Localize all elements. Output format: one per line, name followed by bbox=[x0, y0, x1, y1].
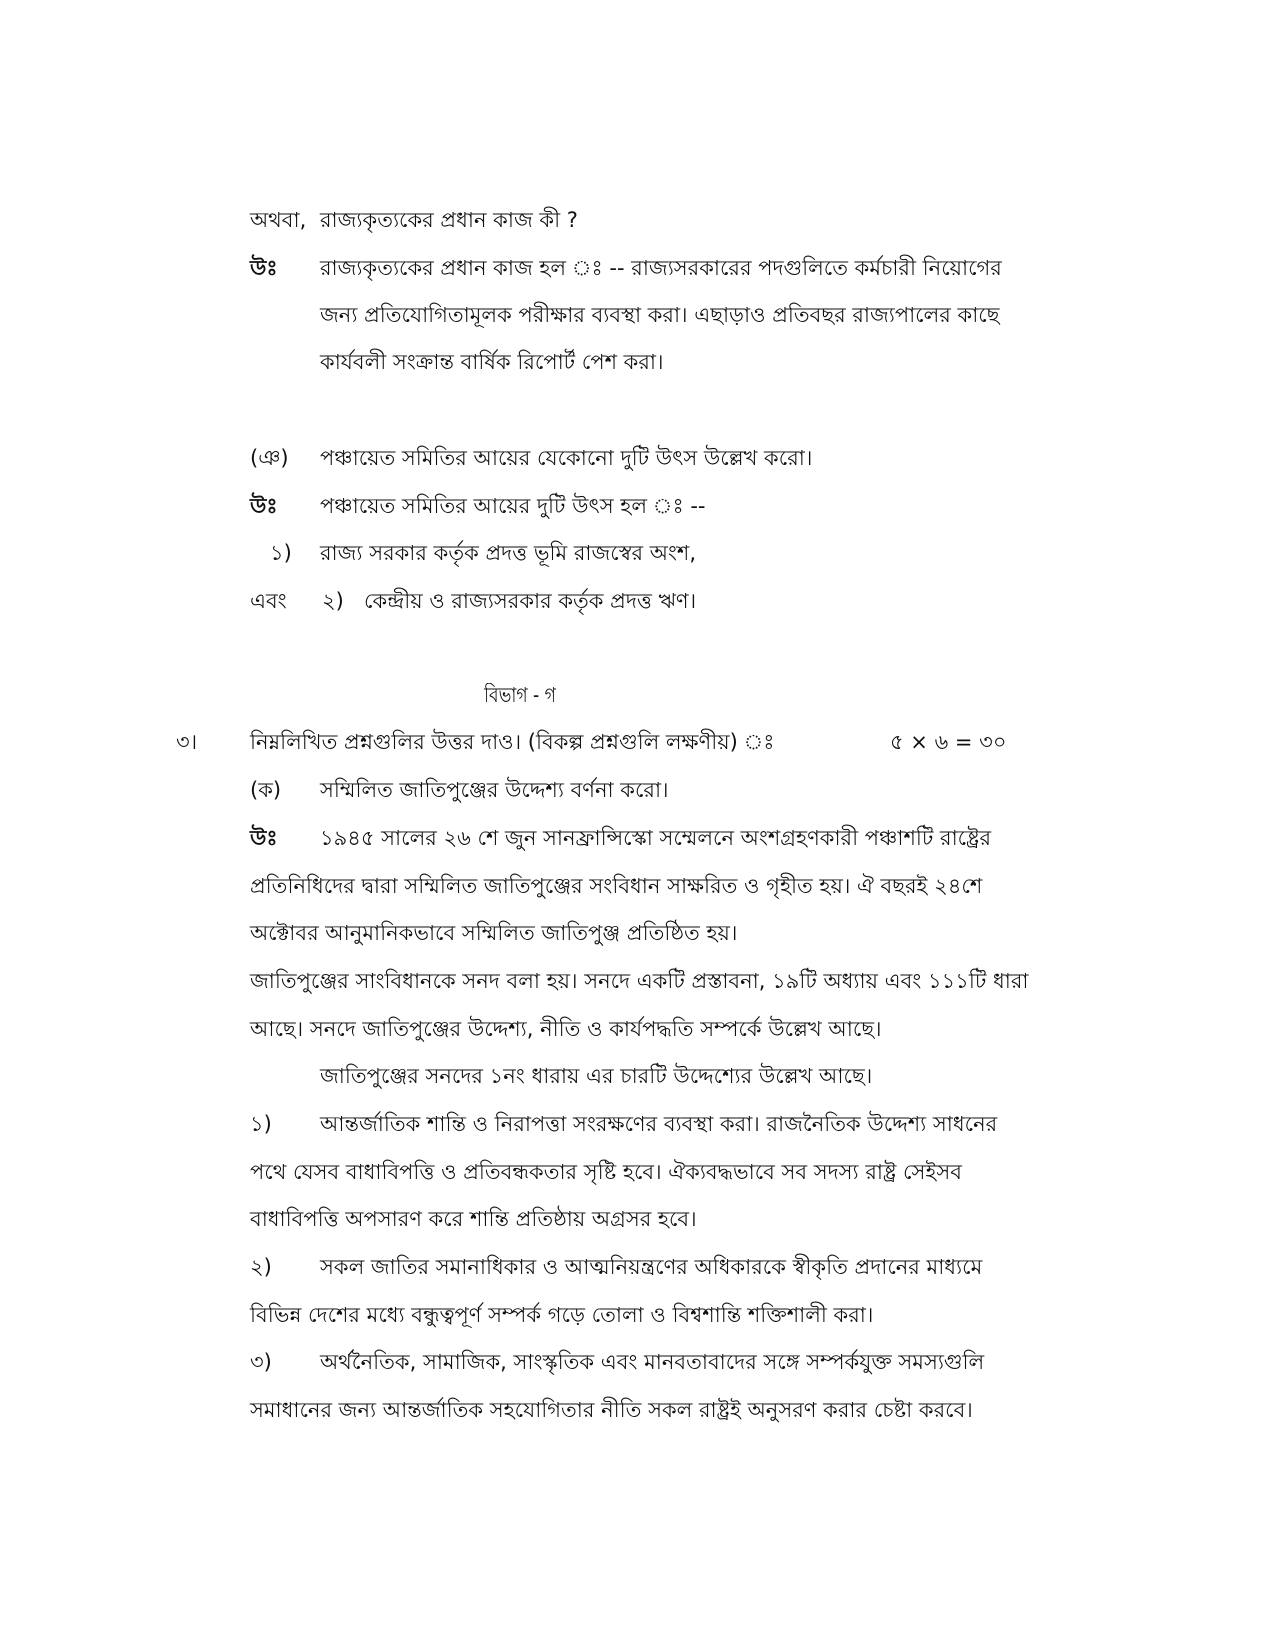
sub-question-text: সম্মিলিত জাতিপুঞ্জের উদ্দেশ্য বর্ণনা করো। bbox=[320, 778, 669, 802]
point-text: অর্থনৈতিক, সামাজিক, সাংস্কৃতিক এবং মানবতাবাদের সঙ্গে সম্পর্কযুক্ত সমস্যগুলি bbox=[320, 1350, 985, 1374]
point-line bbox=[250, 1109, 1010, 1139]
point-number: ২) bbox=[250, 1255, 272, 1279]
answer-line bbox=[250, 491, 1000, 521]
point-number: ১) bbox=[250, 1112, 272, 1136]
sub-question-label: (ক) bbox=[250, 778, 282, 802]
answer-line bbox=[250, 823, 1010, 853]
point-text: পথে যেসব বাধাবিপত্তি ও প্রতিবন্ধকতার সৃষ্টি হবে। ঐক্যবদ্ধভাবে সব সদস্য রাষ্ট্র সেইসব bbox=[250, 1160, 962, 1184]
answer-line bbox=[250, 253, 1000, 283]
point-line bbox=[250, 1252, 1010, 1282]
answer-label: উঃ bbox=[250, 494, 278, 518]
point-number: ৩) bbox=[250, 1350, 272, 1374]
list-text: রাজ্য সরকার কর্তৃক প্রদত্ত ভূমি রাজস্বের অংশ, bbox=[320, 541, 697, 565]
or-prefix: অথবা, bbox=[250, 208, 307, 232]
question-or bbox=[250, 205, 950, 235]
answer-text: পঞ্চায়েত সমিতির আয়ের দুটি উৎস হল ঃ -- bbox=[320, 494, 706, 518]
point-text: আন্তর্জাতিক শান্তি ও নিরাপত্তা সংরক্ষণের ব্যবস্থা করা। রাজনৈতিক উদ্দেশ্য সাধনের bbox=[320, 1112, 998, 1136]
list-item bbox=[250, 586, 1000, 616]
section-heading: বিভাগ - গ bbox=[484, 683, 556, 707]
question-line bbox=[176, 727, 1026, 757]
paragraph-text: জাতিপুঞ্জের সাংবিধানকে সনদ বলা হয়। সনদে একটি প্রস্তাবনা, ১৯টি অধ্যায় এবং ১১১টি ধারা bbox=[250, 969, 1029, 993]
list-number: ১) bbox=[270, 541, 292, 565]
paragraph-text: জাতিপুঞ্জের সনদের ১নং ধারায় এর চারটি উদ্দেশ্যের উল্লেখ আছে। bbox=[320, 1064, 873, 1088]
question-number: ৩। bbox=[176, 730, 198, 754]
answer-text: জন্য প্রতিযোগিতামূলক পরীক্ষার ব্যবস্থা করা। এছাড়াও প্রতিবছর রাজ্যপালের কাছে bbox=[320, 303, 1000, 327]
question-text: নিম্নলিখিত প্রশ্নগুলির উত্তর দাও। (বিকল্প প্রশ্নগুলি লক্ষণীয়) ঃ bbox=[250, 730, 775, 754]
answer-label: উঃ bbox=[250, 826, 278, 850]
answer-text: অক্টোবর আনুমানিকভাবে সম্মিলিত জাতিপুঞ্জ প্রতিষ্ঠিত হয়। bbox=[250, 921, 738, 945]
answer-text: কার্যবলী সংক্রান্ত বার্ষিক রিপোর্ট পেশ করা। bbox=[320, 350, 664, 374]
answer-text: রাজ্যকৃত্যকের প্রধান কাজ হল ঃ -- রাজ্যসরকারের পদগুলিতে কর্মচারী নিয়োগের bbox=[320, 256, 1002, 280]
list-number: ২) bbox=[322, 589, 344, 613]
question-text: পঞ্চায়েত সমিতির আয়ের যেকোনো দুটি উৎস উল্লেখ করো। bbox=[320, 446, 813, 470]
point-text: বিভিন্ন দেশের মধ্যে বন্ধুত্বপূর্ণ সম্পর্ক গড়ে তোলা ও বিশ্বশান্তি শক্তিশালী করা। bbox=[250, 1303, 874, 1327]
list-prefix: এবং bbox=[250, 589, 287, 613]
question-text: রাজ্যকৃত্যকের প্রধান কাজ কী ? bbox=[320, 208, 578, 232]
point-line bbox=[250, 1347, 1010, 1377]
list-item bbox=[270, 538, 1000, 568]
point-text: বাধাবিপত্তি অপসারণ করে শান্তি প্রতিষ্ঠায় অগ্রসর হবে। bbox=[250, 1207, 697, 1231]
answer-text: প্রতিনিধিদের দ্বারা সম্মিলিত জাতিপুঞ্জের সংবিধান সাক্ষরিত ও গৃহীত হয়। ঐ বছরই ২৪শে bbox=[250, 874, 983, 898]
answer-text: ১৯৪৫ সালের ২৬ শে জুন সানফ্রান্সিস্কো সম্মেলনে অংশগ্রহণকারী পঞ্চাশটি রাষ্ট্রের bbox=[320, 826, 992, 850]
point-text: সকল জাতির সমানাধিকার ও আত্মনিয়ন্ত্রণের অধিকারকে স্বীকৃতি প্রদানের মাধ্যমে bbox=[320, 1255, 983, 1279]
list-text: কেন্দ্রীয় ও রাজ্যসরকার কর্তৃক প্রদত্ত ঋণ। bbox=[364, 589, 697, 613]
paragraph-text: আছে। সনদে জাতিপুঞ্জের উদ্দেশ্য, নীতি ও কার্যপদ্ধতি সম্পর্কে উল্লেখ আছে। bbox=[250, 1017, 882, 1041]
question-label: (ঞ) bbox=[250, 446, 289, 470]
answer-label: উঃ bbox=[250, 256, 278, 280]
question-line bbox=[250, 443, 1000, 473]
marks-label: ৫ × ৬ = ৩০ bbox=[890, 730, 1007, 754]
sub-question-line bbox=[250, 775, 1000, 805]
point-text: সমাধানের জন্য আন্তর্জাতিক সহযোগিতার নীতি সকল রাষ্ট্রই অনুসরণ করার চেষ্টা করবে। bbox=[250, 1398, 973, 1422]
